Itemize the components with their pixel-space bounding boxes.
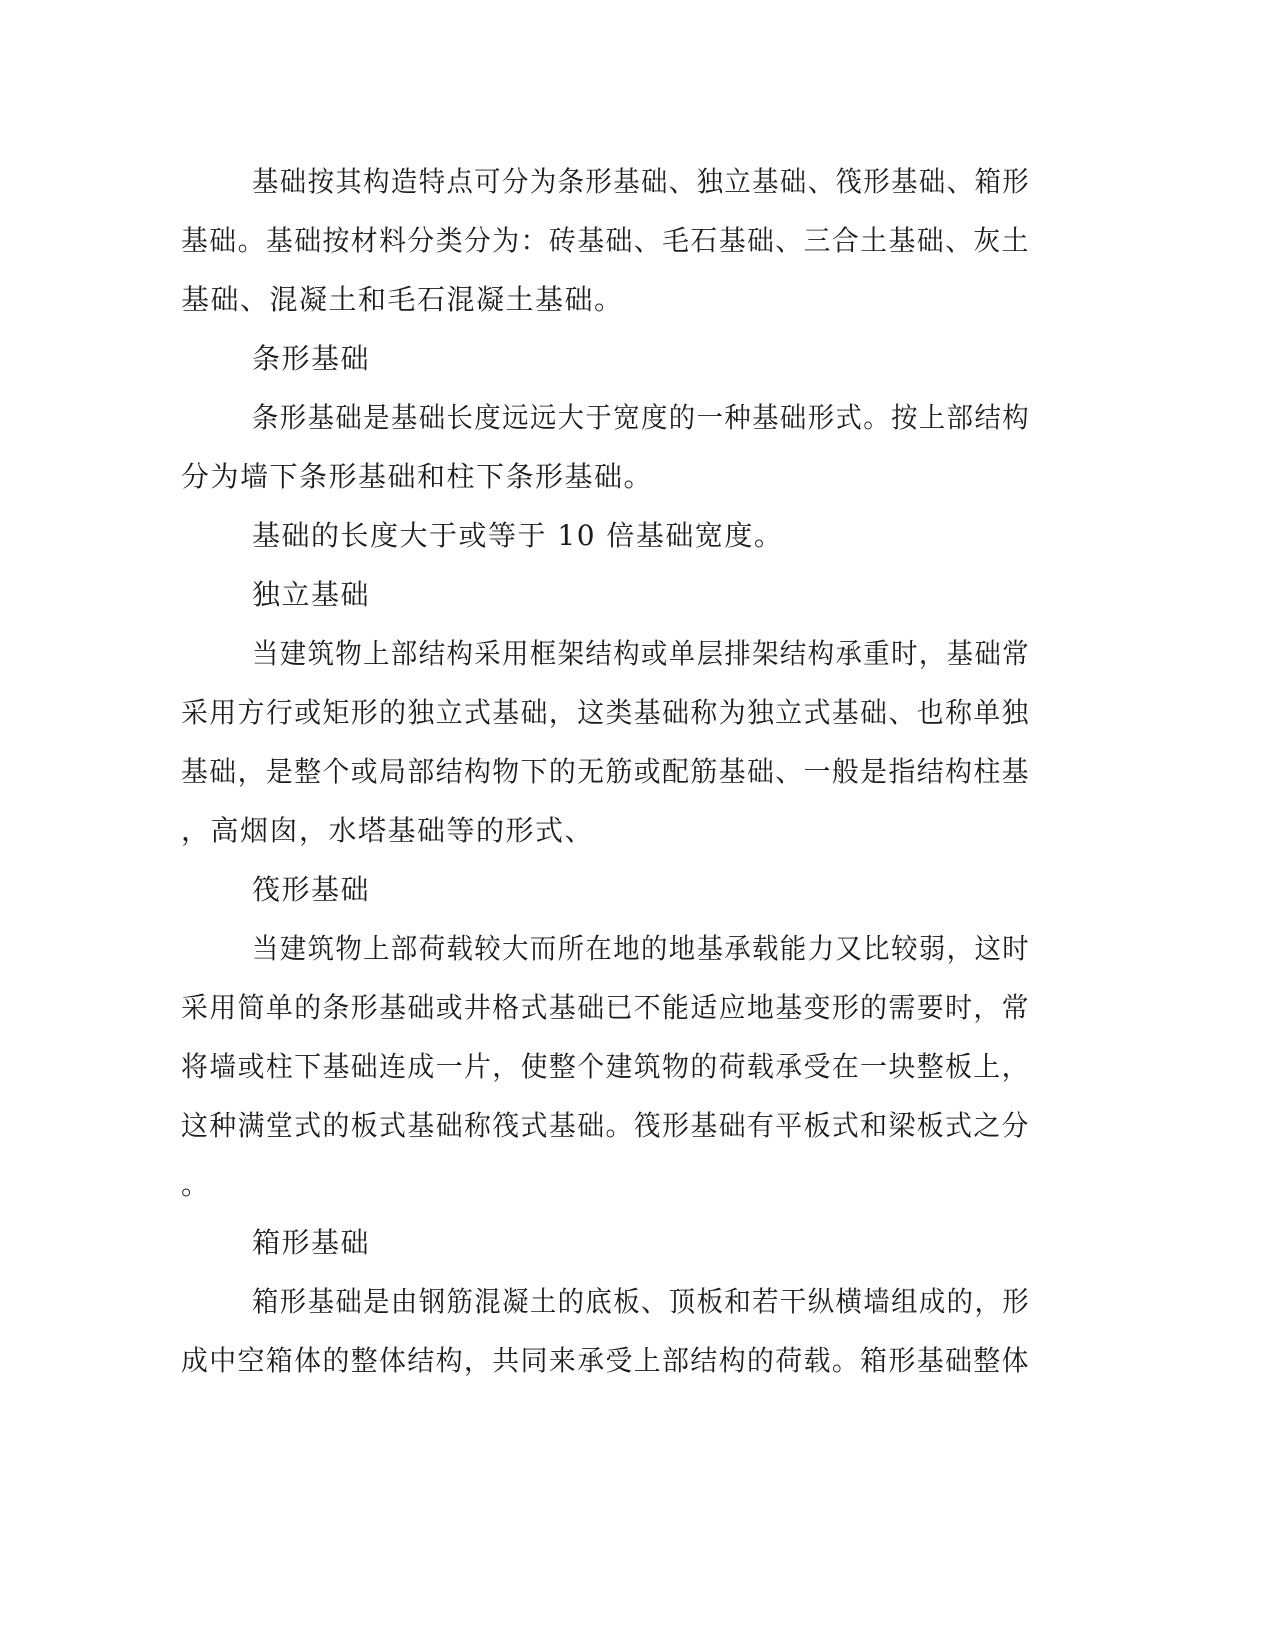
paragraph-line: 成中空箱体的整体结构，共同来承受上部结构的荷载。箱形基础整体	[181, 1344, 1030, 1377]
paragraph-line: 条形基础是基础长度远远大于宽度的一种基础形式。按上部结构	[252, 401, 1031, 434]
paragraph-line: 基础。基础按材料分类分为：砖基础、毛石基础、三合土基础、灰土	[181, 224, 1030, 257]
paragraph-line: 分为墙下条形基础和柱下条形基础。	[181, 460, 654, 493]
paragraph-line: 。	[181, 1168, 211, 1201]
paragraph-line: ，高烟囱，水塔基础等的形式、	[181, 814, 595, 847]
paragraph-line: 这种满堂式的板式基础称筏式基础。筏形基础有平板式和梁板式之分	[181, 1109, 1030, 1142]
section-heading: 筏形基础	[252, 873, 371, 906]
paragraph-line: 当建筑物上部结构采用框架结构或单层排架结构承重时，基础常	[252, 637, 1031, 670]
paragraph-line: 基础按其构造特点可分为条形基础、独立基础、筏形基础、箱形	[252, 165, 1031, 198]
section-heading: 条形基础	[252, 342, 371, 375]
paragraph-line: 箱形基础是由钢筋混凝土的底板、顶板和若干纵横墙组成的，形	[252, 1285, 1031, 1318]
paragraph-line: 基础的长度大于或等于 10 倍基础宽度。	[252, 519, 784, 552]
paragraph-line: 当建筑物上部荷载较大而所在地的地基承载能力又比较弱，这时	[252, 932, 1031, 965]
paragraph-line: 将墙或柱下基础连成一片，使整个建筑物的荷载承受在一块整板上，	[181, 1050, 1030, 1083]
paragraph-line: 采用简单的条形基础或井格式基础已不能适应地基变形的需要时，常	[181, 991, 1030, 1024]
paragraph-line: 基础，是整个或局部结构物下的无筋或配筋基础、一般是指结构柱基	[181, 755, 1030, 788]
paragraph-line: 基础、混凝土和毛石混凝土基础。	[181, 283, 624, 316]
paragraph-line: 采用方行或矩形的独立式基础，这类基础称为独立式基础、也称单独	[181, 696, 1030, 729]
section-heading: 箱形基础	[252, 1226, 371, 1259]
section-heading: 独立基础	[252, 578, 371, 611]
